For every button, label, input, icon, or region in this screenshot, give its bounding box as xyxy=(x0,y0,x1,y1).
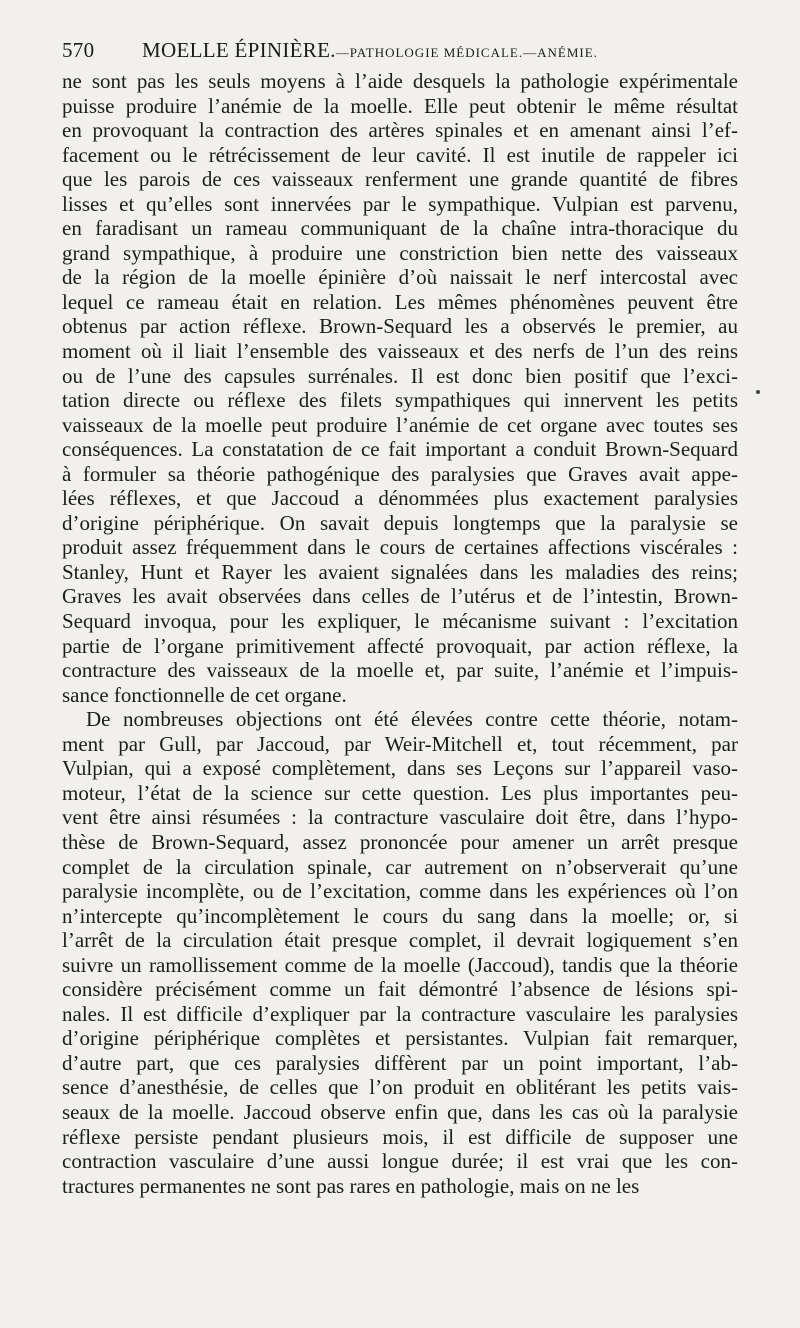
text-line: sence d’anesthésie, de celles que l’on produit en oblitérant les petits vais- xyxy=(62,1075,738,1100)
section-title: PATHOLOGIE MÉDICALE. xyxy=(349,45,524,60)
text-line: l’arrêt de la circulation était presque complet, il devrait logiquement s’en xyxy=(62,928,738,953)
text-line: ou de l’une des capsules surrénales. Il est donc bien positif que l’exci- xyxy=(62,363,738,388)
paragraph xyxy=(62,69,738,707)
text-line: lequel ce rameau était en relation. Les mêmes phénomènes peuvent être xyxy=(62,289,738,314)
text-line: lées réflexes, et que Jaccoud a dénommées plus exactement paralysies xyxy=(62,486,738,511)
running-header xyxy=(62,38,738,63)
text-line: suivre un ramollissement comme de la moelle (Jaccoud), tandis que la théorie xyxy=(62,952,738,977)
text-line: en provoquant la contraction des artères spinales et en amenant ainsi l’ef- xyxy=(62,118,738,143)
text-line: facement ou le rétrécissement de leur cavité. Il est inutile de rappeler ici xyxy=(62,142,738,167)
text-line: de la région de la moelle épinière d’où naissait le nerf intercostal avec xyxy=(62,265,738,290)
text-line: De nombreuses objections ont été élevées contre cette théorie, notam- xyxy=(86,707,738,732)
text-line: nales. Il est difficile d’expliquer par la contracture vasculaire les paralysies xyxy=(62,1001,738,1026)
page-number: 570 xyxy=(62,38,95,62)
text-line: vent être ainsi résumées : la contracture vasculaire doit être, dans l’hypo- xyxy=(62,805,738,830)
header-separator: — xyxy=(523,45,538,60)
text-line: produit assez fréquemment dans le cours de certaines affections viscérales : xyxy=(62,535,738,560)
text-line: tractures permanentes ne sont pas rares en pathologie, mais on ne les xyxy=(62,1173,640,1198)
text-line: en faradisant un rameau communiquant de la chaîne intra-thoracique du xyxy=(62,216,738,241)
text-line: partie de l’organe primitivement affecté provoquait, par action réflexe, la xyxy=(62,633,738,658)
text-line: Sequard invoqua, pour les expliquer, le mécanisme suivant : l’excitation xyxy=(62,609,738,634)
text-line: considère précisément comme un fait démontré l’absence de lésions spi- xyxy=(62,977,738,1002)
text-line: vaisseaux de la moelle peut produire l’anémie de cet organe avec toutes ses xyxy=(62,412,738,437)
running-title: MOELLE ÉPINIÈRE. xyxy=(142,38,336,62)
subsection-title: ANÉMIE. xyxy=(537,45,598,60)
text-line: réflexe persiste pendant plusieurs mois, il est difficile de supposer une xyxy=(62,1124,738,1149)
text-line: seaux de la moelle. Jaccoud observe enfin que, dans les cas où la paralysie xyxy=(62,1099,738,1124)
text-line: contraction vasculaire d’une aussi longue durée; il est vrai que les con- xyxy=(62,1149,738,1174)
text-line: Stanley, Hunt et Rayer les avaient signalées dans les maladies des reins; xyxy=(62,559,738,584)
text-line: obtenus par action réflexe. Brown-Sequard les a observés le premier, au xyxy=(62,314,738,339)
text-line: à formuler sa théorie pathogénique des paralysies que Graves avait appe- xyxy=(62,461,738,486)
text-line: lisses et qu’elles sont innervées par le sympathique. Vulpian est parvenu, xyxy=(62,191,738,216)
text-line: Vulpian, qui a exposé complètement, dans ses Leçons sur l’appareil vaso- xyxy=(62,756,738,781)
text-line: ne sont pas les seuls moyens à l’aide desquels la pathologie expérimentale xyxy=(62,69,738,93)
text-line: n’intercepte qu’incomplètement le cours du sang dans la moelle; or, si xyxy=(62,903,738,928)
text-line: Graves les avait observées dans celles de l’utérus et de l’intestin, Brown- xyxy=(62,584,738,609)
text-line: d’autre part, que ces paralysies diffèrent par un point important, l’ab- xyxy=(62,1050,738,1075)
text-line: moteur, l’état de la science sur cette question. Les plus importantes peu- xyxy=(62,780,738,805)
text-line: thèse de Brown-Sequard, assez prononcée pour amener un arrêt presque xyxy=(62,829,738,854)
text-line: grand sympathique, à produire une constriction bien nette des vaisseaux xyxy=(62,240,738,265)
text-line: tation directe ou réflexe des filets sympathiques qui innervent les petits xyxy=(62,388,738,413)
text-line: complet de la circulation spinale, car autrement on n’observerait qu’une xyxy=(62,854,738,879)
text-line: que les parois de ces vaisseaux renferment une grande quantité de fibres xyxy=(62,167,738,192)
text-line: paralysie incomplète, ou de l’excitation, comme dans les expériences où l’on xyxy=(62,879,738,904)
text-line: ment par Gull, par Jaccoud, par Weir-Mitchell et, tout récemment, par xyxy=(62,731,738,756)
paragraph xyxy=(62,707,738,1198)
body-text xyxy=(62,69,760,1198)
margin-mark xyxy=(756,390,760,394)
text-line: puisse produire l’anémie de la moelle. Elle peut obtenir le même résultat xyxy=(62,93,738,118)
text-line: contracture des vaisseaux de la moelle et, par suite, l’anémie et l’impuis- xyxy=(62,658,738,683)
text-line: d’origine périphérique. On savait depuis longtemps que la paralysie se xyxy=(62,510,738,535)
header-separator: — xyxy=(335,45,350,60)
text-line: moment où il liait l’ensemble des vaisseaux et des nerfs de l’un des reins xyxy=(62,339,738,364)
text-line: conséquences. La constatation de ce fait important a conduit Brown-Sequard xyxy=(62,437,738,462)
text-line: d’origine périphérique complètes et persistantes. Vulpian fait remarquer, xyxy=(62,1026,738,1051)
text-line: sance fonctionnelle de cet organe. xyxy=(62,682,347,707)
